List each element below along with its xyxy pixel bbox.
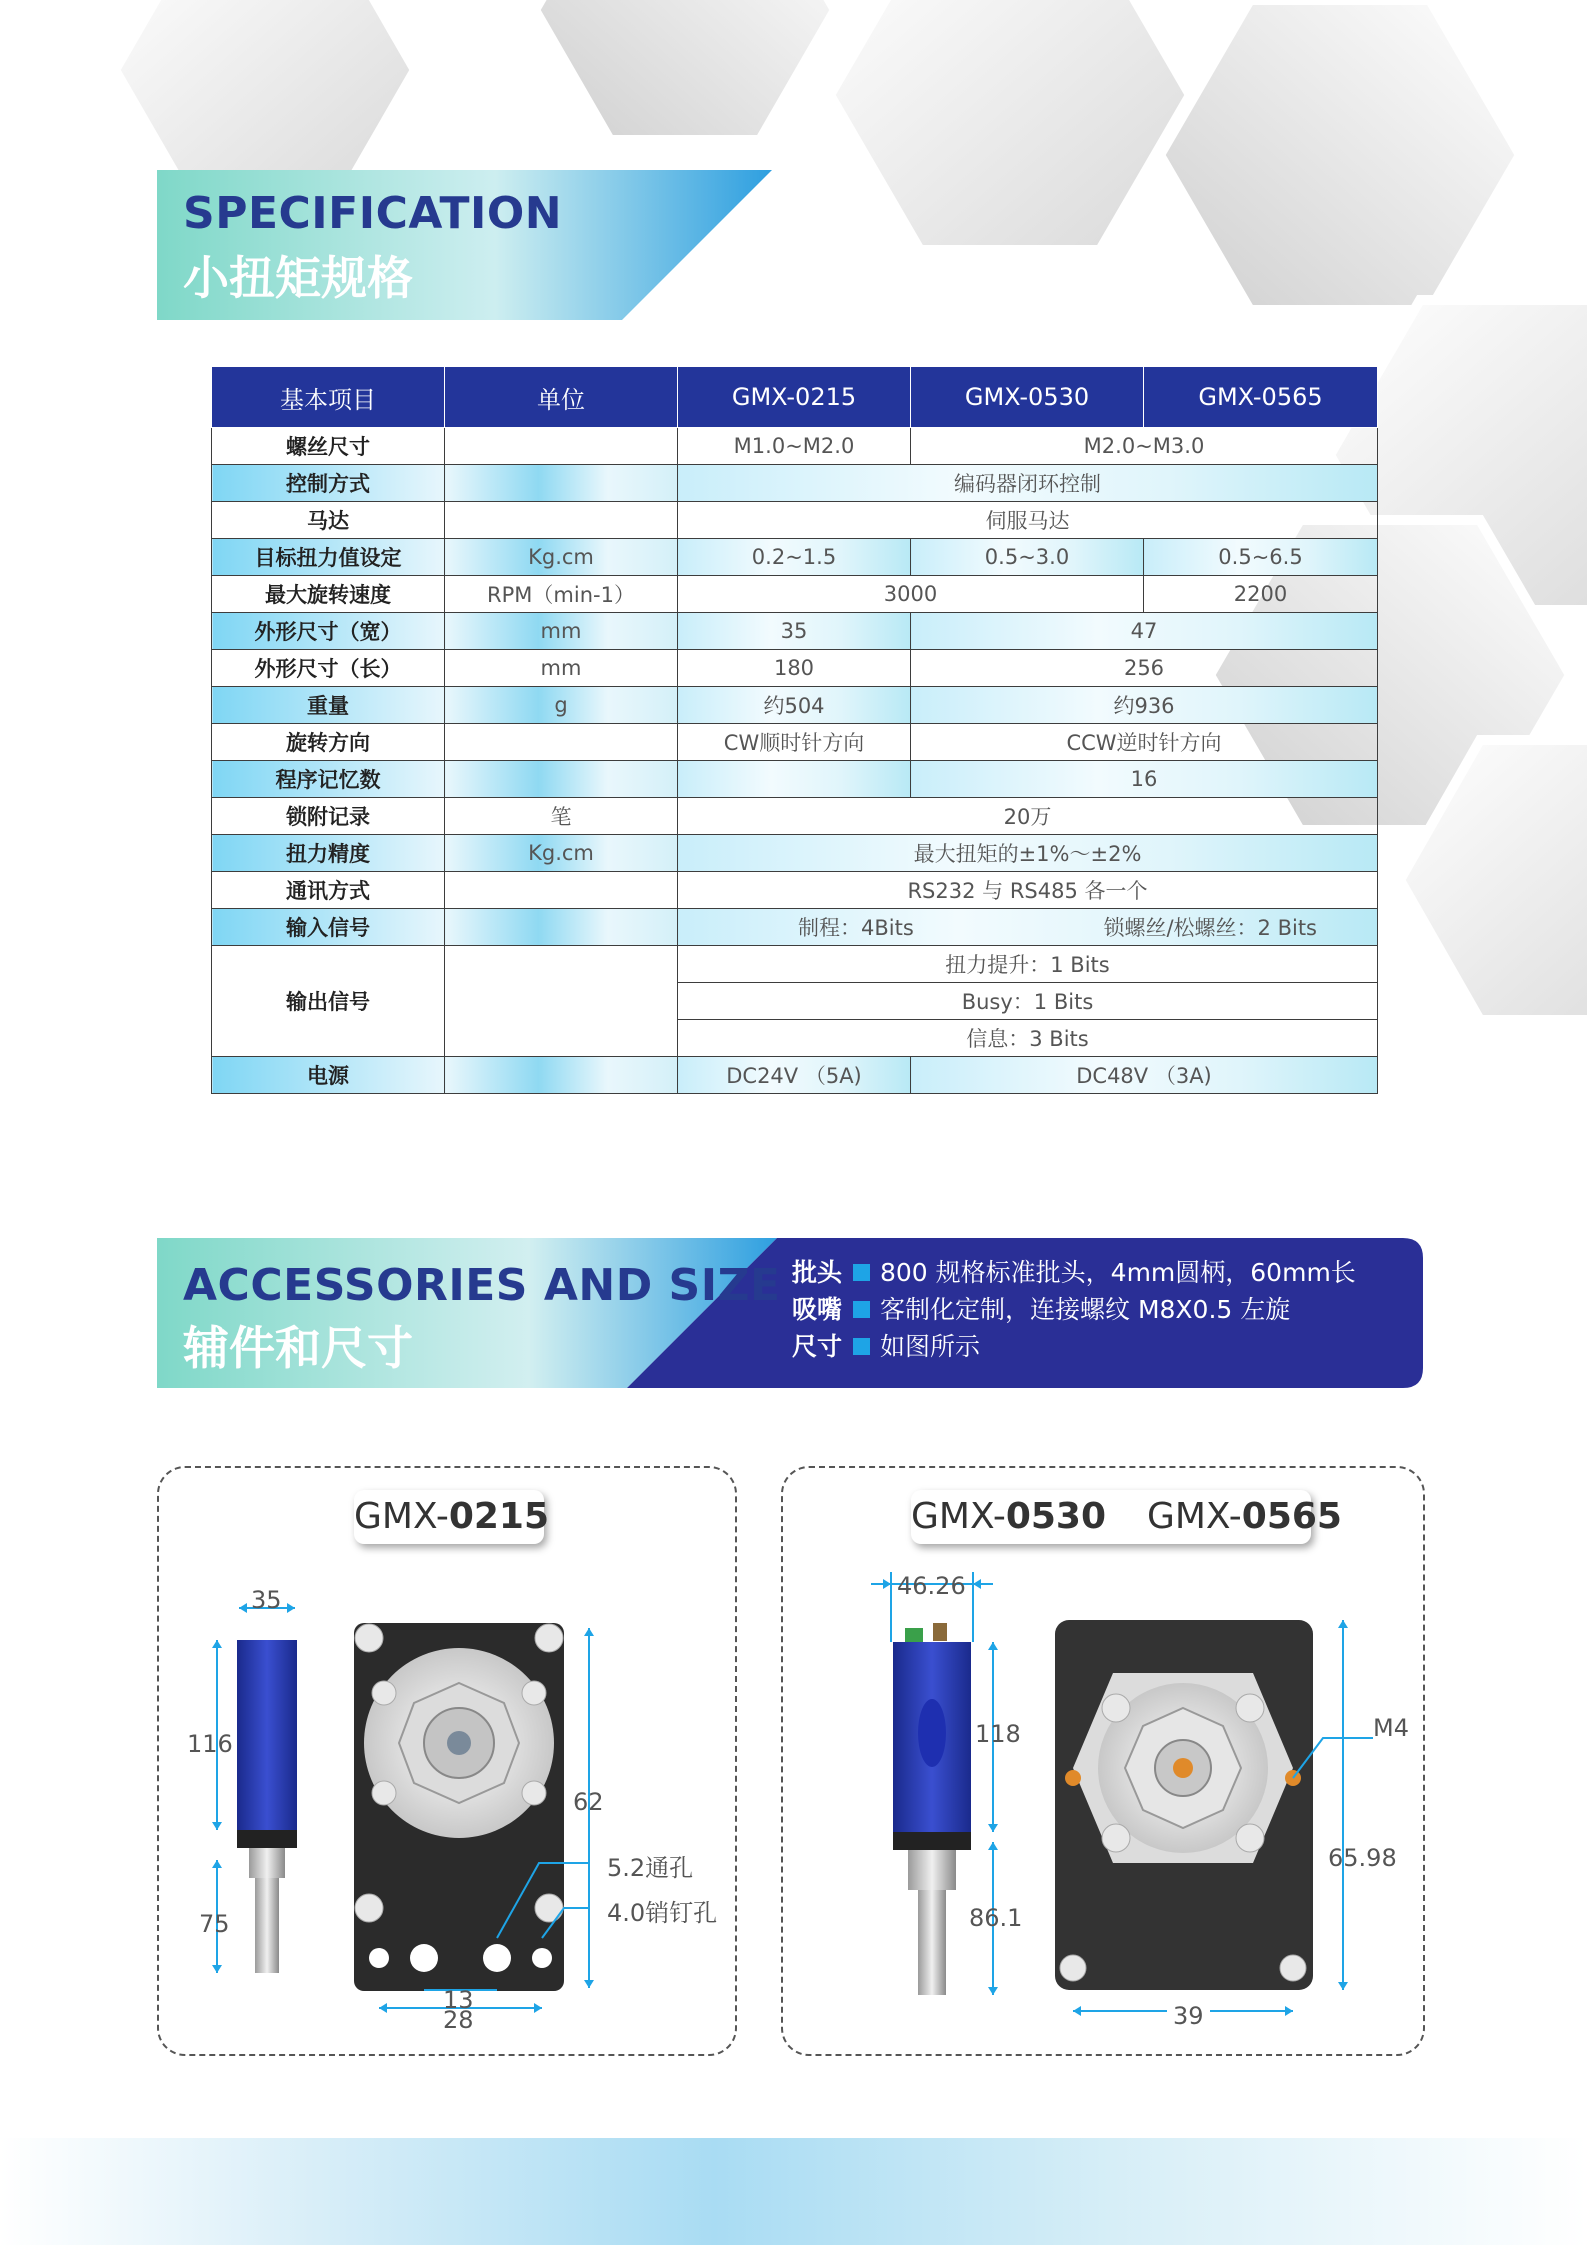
dim-outer-spacing: 28 [443, 2006, 474, 2034]
list-item [792, 1328, 1356, 1365]
cell-gmx0530-0565: M2.0~M3.0 [911, 428, 1378, 465]
cell-gmx0215: 35 [678, 613, 911, 650]
item-text: 如图所示 [880, 1332, 981, 1361]
header-item: 基本项目 [212, 367, 445, 428]
cell-gmx0215: CW顺时针方向 [678, 724, 911, 761]
accessories-title-en: ACCESSORIES AND SIZE [183, 1260, 781, 1311]
table-row [212, 909, 1378, 946]
dim-width: 35 [251, 1586, 282, 1614]
cell-all: 20万 [678, 798, 1378, 835]
row-label: 旋转方向 [212, 724, 445, 761]
accessories-list [792, 1254, 1356, 1365]
row-unit [445, 761, 678, 798]
table-row [212, 724, 1378, 761]
table-row [212, 835, 1378, 872]
model-number: 0565 [1241, 1496, 1342, 1537]
dim-body-height: 116 [187, 1730, 233, 1758]
cell-output-3: 信息：3 Bits [678, 1020, 1378, 1057]
square-bullet-icon [853, 1264, 870, 1281]
model-prefix: GMX- [911, 1496, 1006, 1537]
cell-gmx0565: 0.5~6.5 [1144, 539, 1378, 576]
spec-title-en: SPECIFICATION [183, 188, 563, 239]
row-label: 程序记忆数 [212, 761, 445, 798]
cell-output-1: 扭力提升：1 Bits [678, 946, 1378, 983]
row-unit: 笔 [445, 798, 678, 835]
table-row [212, 428, 1378, 465]
cell-gmx0215: 180 [678, 650, 911, 687]
cell-gmx0215: 0.2~1.5 [678, 539, 911, 576]
row-label: 目标扭力值设定 [212, 539, 445, 576]
item-key: 吸嘴 [792, 1295, 843, 1324]
row-unit [445, 872, 678, 909]
dim-body-height: 118 [975, 1720, 1021, 1748]
model-number: 0530 [1005, 1496, 1107, 1537]
row-unit [445, 909, 678, 946]
row-unit [445, 502, 678, 539]
footer-gradient-bar [0, 2138, 1587, 2245]
dim-plate-height: 62 [573, 1788, 604, 1816]
row-label: 螺丝尺寸 [212, 428, 445, 465]
gmx0530-drawing [783, 1468, 1423, 2054]
cell-gmx0530-0565: 47 [911, 613, 1378, 650]
cell-output-2: Busy：1 Bits [678, 983, 1378, 1020]
header-gmx0530: GMX-0530 [911, 367, 1144, 428]
dim-screw-size: M4 [1373, 1714, 1409, 1742]
table-row [212, 946, 1378, 983]
model-number: 0215 [448, 1496, 550, 1537]
model-prefix: GMX- [354, 1496, 449, 1537]
cell-gmx0530-0565: 16 [911, 761, 1378, 798]
row-unit: Kg.cm [445, 835, 678, 872]
table-row [212, 1057, 1378, 1094]
cell-gmx0530-0565: DC48V （3A) [911, 1057, 1378, 1094]
gmx0215-drawing [159, 1468, 735, 2054]
spec-banner [157, 170, 777, 320]
table-row [212, 613, 1378, 650]
cell-gmx0215: M1.0~M2.0 [678, 428, 911, 465]
row-label: 锁附记录 [212, 798, 445, 835]
row-label: 最大旋转速度 [212, 576, 445, 613]
cell-gmx0215 [678, 761, 911, 798]
row-label: 马达 [212, 502, 445, 539]
spec-table-header [212, 367, 1378, 428]
square-bullet-icon [853, 1301, 870, 1318]
cell-input [678, 909, 1378, 946]
row-label: 外形尺寸（宽） [212, 613, 445, 650]
row-label: 通讯方式 [212, 872, 445, 909]
header-unit: 单位 [445, 367, 678, 428]
accessories-title-zh: 辅件和尺寸 [183, 1321, 413, 1375]
row-label: 输出信号 [212, 946, 445, 1057]
spec-title-zh: 小扭矩规格 [183, 251, 413, 305]
dim-width: 46.26 [897, 1572, 966, 1600]
row-unit [445, 1057, 678, 1094]
item-key: 批头 [792, 1258, 843, 1287]
dim-tip-height: 86.1 [969, 1904, 1023, 1932]
row-unit [445, 724, 678, 761]
row-label: 扭力精度 [212, 835, 445, 872]
dim-hole-spacing: 39 [1167, 2002, 1210, 2030]
row-unit [445, 428, 678, 465]
panel-gmx0530-0565 [781, 1466, 1425, 2056]
table-row [212, 465, 1378, 502]
row-label: 控制方式 [212, 465, 445, 502]
table-row [212, 502, 1378, 539]
item-text: 800 规格标准批头，4mm圆柄，60mm长 [880, 1258, 1356, 1287]
cell-gmx0565: 2200 [1144, 576, 1378, 613]
item-key: 尺寸 [792, 1332, 843, 1361]
cell-gmx0530-0565: 256 [911, 650, 1378, 687]
table-row [212, 761, 1378, 798]
cell-all: 伺服马达 [678, 502, 1378, 539]
table-row [212, 872, 1378, 909]
square-bullet-icon [853, 1338, 870, 1355]
cell-gmx0530: 0.5~3.0 [911, 539, 1144, 576]
row-unit [445, 465, 678, 502]
row-label: 重量 [212, 687, 445, 724]
cell-all: 编码器闭环控制 [678, 465, 1378, 502]
cell-gmx0530-0565: 约936 [911, 687, 1378, 724]
model-prefix: GMX- [1146, 1496, 1242, 1537]
table-row [212, 798, 1378, 835]
row-unit: RPM（min-1） [445, 576, 678, 613]
row-unit: mm [445, 650, 678, 687]
dim-inner-spacing: 13 [443, 1986, 474, 2014]
cell-gmx0215: 约504 [678, 687, 911, 724]
list-item [792, 1254, 1356, 1291]
item-text: 客制化定制，连接螺纹 M8X0.5 左旋 [880, 1295, 1291, 1324]
row-unit [445, 946, 678, 1057]
table-row [212, 687, 1378, 724]
spec-table [211, 366, 1378, 1094]
cell-all: 最大扭矩的±1%～±2% [678, 835, 1378, 872]
dim-pin-hole: 4.0销钉孔 [607, 1899, 718, 1927]
row-label: 外形尺寸（长） [212, 650, 445, 687]
row-label: 电源 [212, 1057, 445, 1094]
cell-gmx0215-0530: 3000 [678, 576, 1144, 613]
input-right: 锁螺丝/松螺丝：2 Bits [1103, 916, 1317, 940]
cell-gmx0215: DC24V （5A) [678, 1057, 911, 1094]
cell-gmx0530-0565: CCW逆时针方向 [911, 724, 1378, 761]
header-gmx0565: GMX-0565 [1144, 367, 1378, 428]
dim-tip-height: 75 [199, 1910, 230, 1938]
row-label: 输入信号 [212, 909, 445, 946]
cell-all: RS232 与 RS485 各一个 [678, 872, 1378, 909]
table-row [212, 650, 1378, 687]
list-item [792, 1291, 1356, 1328]
dim-plate-height: 65.98 [1328, 1844, 1397, 1872]
table-row [212, 539, 1378, 576]
table-row [212, 576, 1378, 613]
panel-gmx0215 [157, 1466, 737, 2056]
dim-through-hole: 5.2通孔 [607, 1854, 694, 1882]
row-unit: g [445, 687, 678, 724]
row-unit: Kg.cm [445, 539, 678, 576]
header-gmx0215: GMX-0215 [678, 367, 911, 428]
input-left: 制程：4Bits [798, 916, 914, 940]
row-unit: mm [445, 613, 678, 650]
